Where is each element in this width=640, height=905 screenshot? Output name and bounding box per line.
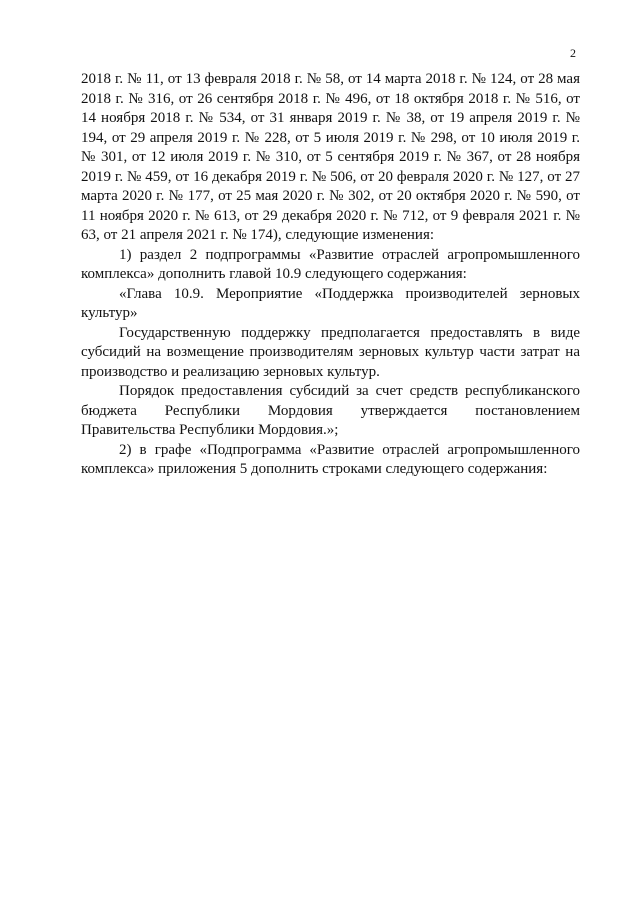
- paragraph-subsidy-procedure: Порядок предоставления субсидий за счет средств республиканского бюджета Республики Мордовия утверждается постановлением Правительства Республики Мордовия.»;: [81, 383, 580, 438]
- paragraph-amendments-list: 2018 г. № 11, от 13 февраля 2018 г. № 58, от 14 марта 2018 г. № 124, от 28 мая 2018 г. № 316, от 26 сентября 2018 г. № 496, от 18 октября 2018 г. № 516, от 14 ноября 2018 г. № 534, от 31 января 2019 г. № 38, от 19 апреля 2019 г. № 194, от 29 апреля 2019 г. № 228, от 5 июля 2019 г. № 298, от 10 июля 2019 г. № 301, от 12 июля 2019 г. № 310, от 5 сентября 2019 г. № 367, от 28 ноября 2019 г. № 459, от 16 декабря 2019 г. № 506, от 20 февраля 2020 г. № 127, от 27 марта 2020 г. № 177, от 25 мая 2020 г. № 302, от 20 октября 2020 г. № 590, от 11 ноября 2020 г. № 613, от 29 декабря 2020 г. № 712, от 9 февраля 2021 г. № 63, от 21 апреля 2021 г. № 174), следующие изменения:: [81, 71, 580, 243]
- paragraph-state-support: Государственную поддержку предполагается предоставлять в виде субсидий на возмещение производителям зерновых культур части затрат на производство и реализацию зерновых культур.: [81, 324, 580, 380]
- document-body: [81, 70, 580, 480]
- paragraph-chapter-title: «Глава 10.9. Мероприятие «Поддержка производителей зерновых культур»: [81, 285, 580, 321]
- paragraph-item-2: 2) в графе «Подпрограмма «Развитие отраслей агропромышленного комплекса» приложения 5 дополнить строками следующего содержания:: [81, 441, 580, 477]
- paragraph-item-1: 1) раздел 2 подпрограммы «Развитие отраслей агропромышленного комплекса» дополнить главой 10.9 следующего содержания:: [81, 246, 580, 282]
- page-number: 2: [570, 46, 576, 60]
